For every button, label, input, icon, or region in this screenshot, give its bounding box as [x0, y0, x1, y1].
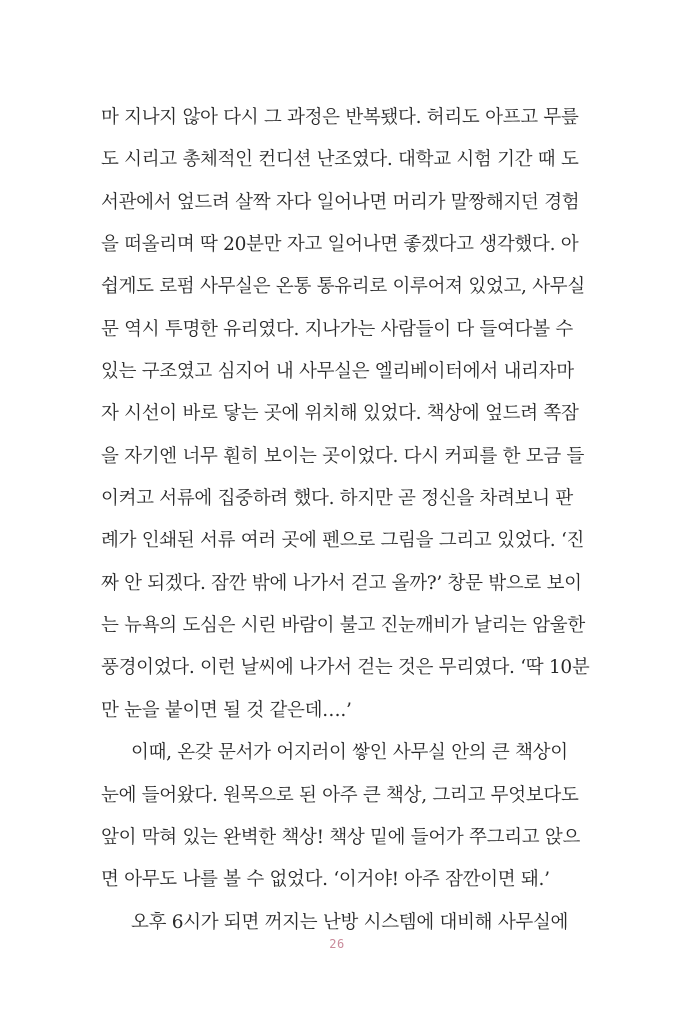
- text-line: 을 자기엔 너무 훤히 보이는 곳이었다. 다시 커피를 한 모금 들: [101, 445, 585, 467]
- text-line: 있는 구조였고 심지어 내 사무실은 엘리베이터에서 내리자마: [101, 361, 574, 383]
- text-line: 앞이 막혀 있는 완벽한 책상! 책상 밑에 들어가 쭈그리고 앉으: [101, 826, 581, 848]
- text-line: 이때, 온갖 문서가 어지러이 쌓인 사무실 안의 큰 책상이: [131, 742, 568, 764]
- text-line: 눈에 들어왔다. 원목으로 된 아주 큰 책상, 그리고 무엇보다도: [101, 784, 579, 806]
- text-line: 이켜고 서류에 집중하려 했다. 하지만 곧 정신을 차려보니 판: [101, 488, 573, 510]
- text-line: 을 떠올리며 딱 20분만 자고 일어나면 좋겠다고 생각했다. 아: [101, 234, 579, 256]
- paragraph-1: [101, 97, 590, 732]
- text-line: 례가 인쇄된 서류 여러 곳에 펜으로 그림을 그리고 있었다. ‘진: [101, 530, 585, 552]
- text-line: 는 뉴욕의 도심은 시린 바람이 불고 진눈깨비가 날리는 암울한: [101, 615, 585, 637]
- text-line: 면 아무도 나를 볼 수 없었다. ‘이거야! 아주 잠깐이면 돼.’: [101, 869, 550, 891]
- page-number: 26: [329, 937, 345, 951]
- text-line: 풍경이었다. 이런 날씨에 나가서 걷는 것은 무리였다. ‘딱 10분: [101, 657, 590, 679]
- text-line: 마 지나지 않아 다시 그 과정은 반복됐다. 허리도 아프고 무릎: [101, 107, 579, 128]
- text-line: 오후 6시가 되면 꺼지는 난방 시스템에 대비해 사무실에: [131, 911, 569, 933]
- text-line: 쉽게도 로펌 사무실은 온통 통유리로 이루어져 있었고, 사무실: [101, 276, 585, 298]
- text-line: 서관에서 엎드려 살짝 자다 일어나면 머리가 말짱해지던 경험: [101, 191, 580, 213]
- text-line: 문 역시 투명한 유리였다. 지나가는 사람들이 다 들여다볼 수: [101, 318, 573, 340]
- body-text: [101, 97, 590, 944]
- text-line: 도 시리고 총체적인 컨디션 난조였다. 대학교 시험 기간 때 도: [101, 149, 579, 171]
- paragraph-2: [101, 732, 581, 901]
- text-line: 만 눈을 붙이면 될 것 같은데….’: [101, 699, 352, 721]
- text-line: 자 시선이 바로 닿는 곳에 위치해 있었다. 책상에 엎드려 쪽잠: [101, 403, 579, 425]
- text-line: 짜 안 되겠다. 잠깐 밖에 나가서 걷고 올까?’ 창문 밖으로 보이: [101, 572, 582, 594]
